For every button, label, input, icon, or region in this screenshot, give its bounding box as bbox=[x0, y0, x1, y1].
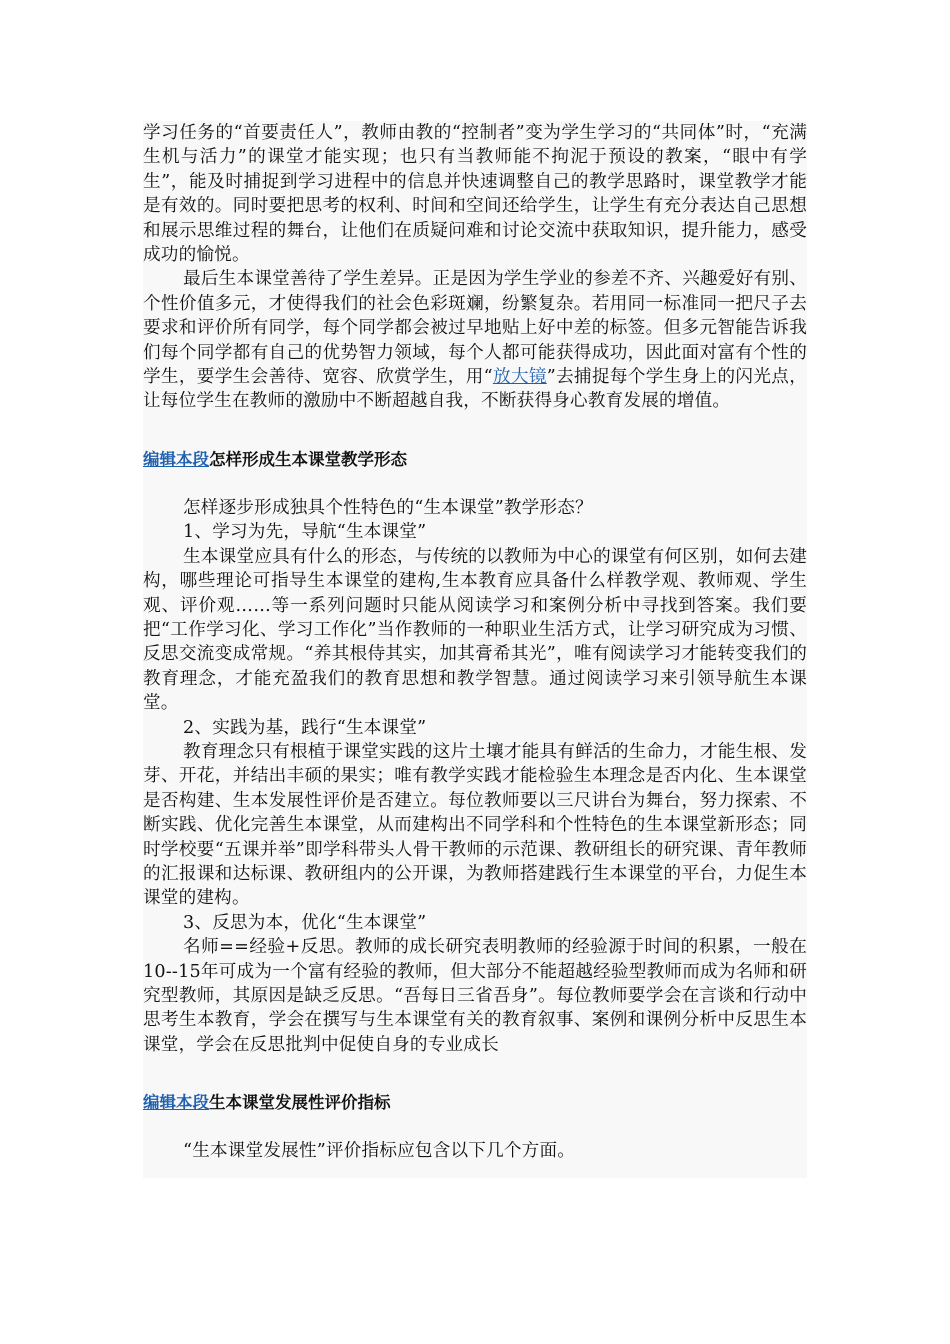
paragraph-evaluation-intro: “生本课堂发展性”评价指标应包含以下几个方面。 bbox=[183, 1141, 576, 1162]
paragraph-responsibility: 学习任务的“首要责任人”，教师由教的“控制者”变为学生学习的“共同体”时，“充满生机与活力”的课堂才能实现；也只有当教师能不拘泥于预设的教案，“眼中有学生”，能及时捕捉到学习进程中的信息并快速调整自己的教学思路时，课堂教学才能是有效的。同时要把思考的权利、时间和空间还给学生，让学生有充分表达自己思想和展示思维过程的舞台，让他们在质疑问难和讨论交流中获取知识，提升能力，感受成功的愉悦。 bbox=[143, 123, 807, 266]
document-body bbox=[143, 121, 807, 1178]
edit-section-link[interactable]: 编辑本段 bbox=[143, 449, 209, 469]
subheading-practice: 2、实践为基，践行“生本课堂” bbox=[183, 717, 427, 738]
section-title: 怎样形成生本课堂教学形态 bbox=[209, 449, 407, 469]
edit-section-link[interactable]: 编辑本段 bbox=[143, 1093, 209, 1113]
paragraph-learning: 生本课堂应具有什么的形态，与传统的以教师为中心的课堂有何区别，如何去建构，哪些理论可指导生本课堂的建构,生本教育应具备什么样教学观、教师观、学生观、评价观……等一系列问题时只能从阅读学习和案例分析中寻找到答案。我们要把“工作学习化、学习工作化”当作教师的一种职业生活方式，让学习研究成为习惯、反思交流变成常规。“养其根侍其实，加其膏希其光”，唯有阅读学习才能转变我们的教育理念，才能充盈我们的教育思想和教学智慧。通过阅读学习来引领导航生本课堂。 bbox=[143, 546, 807, 714]
spacer bbox=[143, 472, 807, 496]
section-heading-form bbox=[143, 448, 807, 472]
spacer bbox=[143, 414, 807, 448]
subheading-reflection: 3、反思为本，优化“生本课堂” bbox=[183, 912, 427, 933]
paragraph-student-differences bbox=[143, 267, 807, 413]
magnifier-link[interactable]: 放大镜 bbox=[492, 367, 547, 388]
paragraph-reflection: 名师==经验+反思。教师的成长研究表明教师的经验源于时间的积累，一般在10--15年可成为一个富有经验的教师，但大部分不能超越经验型教师而成为名师和研究型教师，其原因是缺乏反思。“吾每日三省吾身”。每位教师要学会在言谈和行动中思考生本教育，学会在撰写与生本课堂有关的教育叙事、案例和课例分析中反思生本课堂，学会在反思批判中促使自身的专业成长 bbox=[143, 937, 807, 1055]
spacer bbox=[143, 1115, 807, 1139]
section-title: 生本课堂发展性评价指标 bbox=[209, 1093, 391, 1113]
paragraph-text: 最后生本课堂善待了学生差异。正是因为学生学业的参差不齐、兴趣爱好有别、个性价值多元，才使得我们的社会色彩斑斓，纷繁复杂。若用同一标准同一把尺子去要求和评价所有同学，每个同学都会被过早地贴上好中差的标签。但多元智能告诉我们每个同学都有自己的优势智力领域，每个人都可能获得成功，因此面对富有个性的学生，要学生会善待、宽容、欣赏学生，用“ bbox=[143, 269, 807, 388]
paragraph-intro: 怎样逐步形成独具个性特色的“生本课堂”教学形态？ bbox=[183, 497, 593, 518]
section-heading-evaluation bbox=[143, 1091, 807, 1115]
paragraph-practice: 教育理念只有根植于课堂实践的这片土壤才能具有鲜活的生命力，才能生根、发芽、开花，并结出丰硕的果实；唯有教学实践才能检验生本理念是否内化、生本课堂是否构建、生本发展性评价是否建立。每位教师要以三尺讲台为舞台，努力探索、不断实践、优化完善生本课堂，从而建构出不同学科和个性特色的生本课堂新形态；同时学校要“五课并举”即学科带头人骨干教师的示范课、教研组长的研究课、青年教师的汇报课和达标课、教研组内的公开课，为教师搭建践行生本课堂的平台，力促生本课堂的建构。 bbox=[143, 741, 807, 909]
spacer bbox=[143, 1057, 807, 1091]
spacer bbox=[143, 1164, 807, 1178]
paragraph-text: ”去捕捉每个学生身上的闪光点，让每位学生在教师的激励中不断超越自我，不断获得身心教育发展的增值。 bbox=[143, 367, 808, 412]
subheading-learning: 1、学习为先，导航“生本课堂” bbox=[183, 522, 427, 543]
